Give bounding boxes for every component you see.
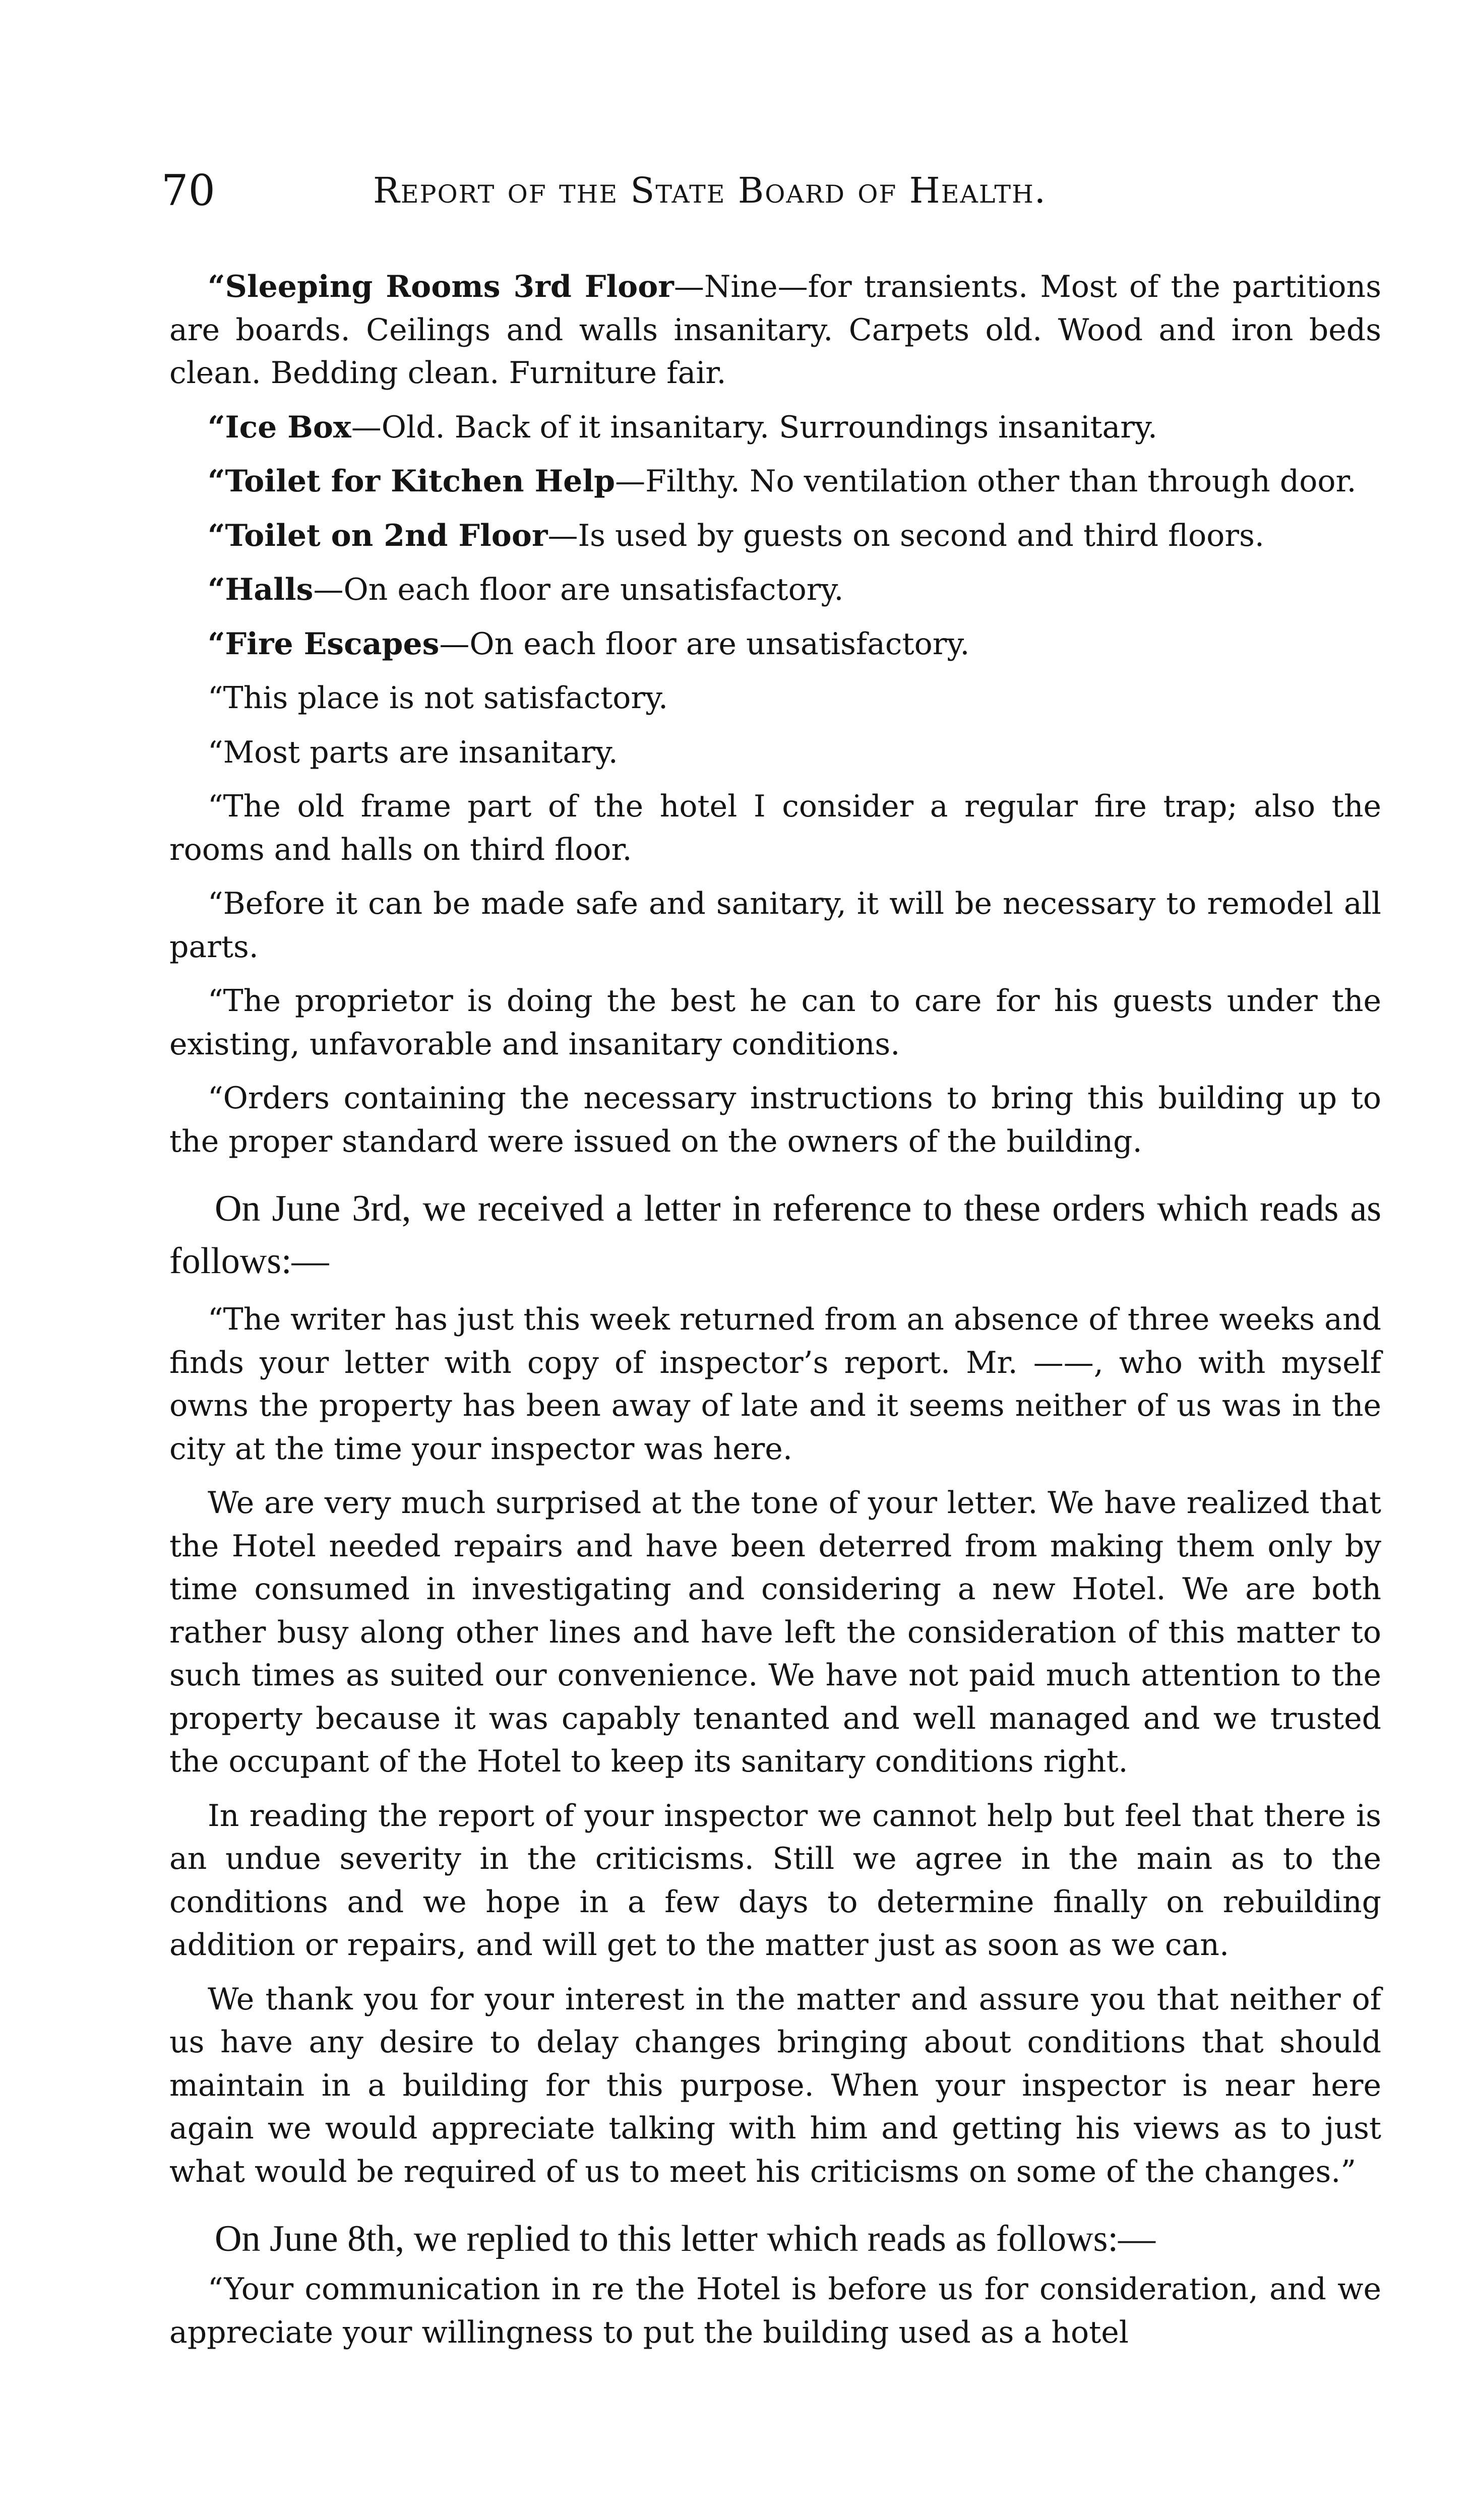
body-text <box>169 255 1381 2354</box>
paragraph-text: “The old frame part of the hotel I consider a regular fire trap; also the rooms and halls on third floor. <box>169 789 1381 867</box>
item-label: “Toilet on 2nd Floor <box>208 518 548 553</box>
paragraph-text: “The proprietor is doing the best he can to care for his guests under the existing, unfavorable and insanitary conditions. <box>169 983 1381 1062</box>
narrative-paragraph: On June 8th, we replied to this letter which reads as follows:— <box>215 2218 1156 2259</box>
paragraph-text: “This place is not satisfactory. <box>208 680 668 716</box>
item-text: —On each floor are unsatisfactory. <box>439 626 970 662</box>
item-text: —On each floor are unsatisfactory. <box>313 572 844 607</box>
item-label: “Fire Escapes <box>208 626 440 662</box>
item-text: —Nine—for transients. Most of the partitions are boards. Ceilings and walls insanitary. Carpets old. Wood and iron beds clean. Bedding clean. Furniture fair. <box>169 269 1381 391</box>
item-label: “Toilet for Kitchen Help <box>208 464 616 499</box>
report-paragraph <box>169 677 1381 720</box>
paragraph-text: “Orders containing the necessary instructions to bring this building up to the proper standard were issued on the owners of the building. <box>169 1081 1381 1159</box>
item-label: “Ice Box <box>208 409 351 445</box>
inspection-item <box>169 406 1381 450</box>
inspection-item <box>169 266 1381 395</box>
report-paragraph <box>169 731 1381 775</box>
letter-paragraph: “The writer has just this week returned from an absence of three weeks and finds your letter with copy of inspector’s report. Mr. ——, who with myself owns the property has been away of late and it seems neither of us was in the city at the time your inspector was here. <box>169 1302 1381 1467</box>
item-label: “Sleeping Rooms 3rd Floor <box>208 269 674 304</box>
paragraph-text: “Before it can be made safe and sanitary, it will be necessary to remodel all parts. <box>169 886 1381 965</box>
letter-paragraph: We are very much surprised at the tone of your letter. We have realized that the Hotel needed repairs and have been deterred from making them only by time consumed in investigating and considering a new Hotel. We are both rather busy along other lines and have left the consideration of this matter to such times as suited our convenience. We have not paid much attention to the property because it was capably tenanted and well managed and we trusted the occupant of the Hotel to keep its sanitary conditions right. <box>169 1485 1381 1779</box>
paragraph-text: “Most parts are insanitary. <box>208 734 618 770</box>
inspection-item <box>169 515 1381 558</box>
item-label: “Halls <box>208 572 314 607</box>
letter-paragraph: We thank you for your interest in the matter and assure you that neither of us have any desire to delay changes bringing about conditions that should maintain in a building for this purpose. When your inspector is near here again we would appreciate talking with him and getting his views as to just what would be required of us to meet his criticisms on some of the changes.” <box>169 1981 1381 2189</box>
page-number: 70 <box>161 166 215 215</box>
letter-paragraph: In reading the report of your inspector we cannot help but feel that there is an undue severity in the criticisms. Still we agree in the main as to the conditions and we hope in a few days to determine finally on rebuilding addition or repairs, and will get to the matter just as soon as we can. <box>169 1798 1381 1963</box>
report-paragraph <box>169 1077 1381 1163</box>
narrative-paragraph: On June 3rd, we received a letter in reference to these orders which reads as follows:— <box>169 1188 1381 1282</box>
page-header <box>161 160 1391 221</box>
running-head: Report of the State Board of Health. <box>373 170 1047 211</box>
report-paragraph <box>169 785 1381 871</box>
inspection-item <box>169 460 1381 503</box>
inspection-item <box>169 623 1381 666</box>
item-text: —Filthy. No ventilation other than through door. <box>615 464 1357 499</box>
inspection-item <box>169 569 1381 612</box>
report-paragraph <box>169 980 1381 1066</box>
item-text: —Old. Back of it insanitary. Surroundings insanitary. <box>351 409 1157 445</box>
reply-paragraph: “Your communication in re the Hotel is before us for consideration, and we appreciate your willingness to put the building used as a hotel <box>169 2272 1381 2350</box>
report-paragraph <box>169 883 1381 969</box>
item-text: —Is used by guests on second and third floors. <box>547 518 1264 553</box>
